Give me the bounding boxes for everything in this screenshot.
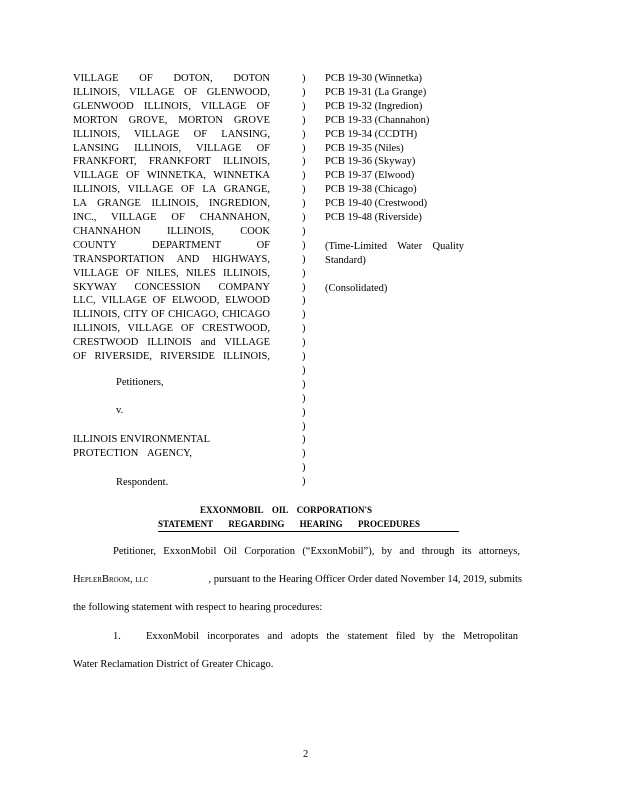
caption-party-line: COUNTY DEPARTMENT OF (73, 239, 270, 251)
caption-party-line: CHANNAHON ILLINOIS, COOK (73, 225, 270, 237)
caption-party-line: TRANSPORTATION AND HIGHWAYS, (73, 253, 270, 265)
caption-parenthesis: ) (302, 420, 306, 432)
proceeding-type-note: (Time-Limited Water Quality (325, 241, 464, 252)
caption-parenthesis: ) (302, 212, 306, 223)
caption-parenthesis: ) (302, 142, 306, 154)
caption-party-line: MORTON GROVE, MORTON GROVE (73, 114, 270, 126)
caption-party-line: LLC, VILLAGE OF ELWOOD, ELWOOD (73, 295, 270, 307)
docket-number: PCB 19-40 (Crestwood) (325, 198, 428, 210)
caption-parenthesis: ) (302, 114, 306, 126)
caption-parenthesis: ) (302, 100, 306, 112)
caption-parenthesis: ) (302, 392, 306, 404)
caption-parenthesis: ) (302, 73, 306, 84)
numbered-item-text-line2: Water Reclamation District of Greater Chicago. (73, 659, 274, 670)
caption-party-line: SKYWAY CONCESSION COMPANY (73, 281, 270, 293)
caption-parenthesis: ) (302, 351, 306, 362)
caption-parenthesis: ) (302, 225, 306, 237)
docket-number: PCB 19-30 (Winnetka) (325, 73, 422, 84)
docket-number: PCB 19-32 (Ingredion) (325, 100, 423, 112)
caption-parenthesis: ) (302, 448, 306, 460)
caption-parenthesis: ) (302, 476, 306, 488)
caption-party-line: VILLAGE OF DOTON, DOTON (73, 73, 270, 84)
document-title-line2: STATEMENT REGARDING HEARING PROCEDURES (158, 519, 420, 529)
versus-label: v. (116, 405, 124, 416)
docket-number: PCB 19-35 (Niles) (325, 142, 404, 154)
intro-paragraph-line1: Petitioner, ExxonMobil Oil Corporation (“ExxonMobil”), by and through its attorneys, (113, 546, 520, 557)
numbered-item-text-line1: ExxonMobil incorporates and adopts the statement filed by the Metropolitan (146, 631, 518, 642)
caption-party-line: OF RIVERSIDE, RIVERSIDE ILLINOIS, (73, 351, 270, 362)
caption-parenthesis: ) (302, 170, 306, 182)
caption-parenthesis: ) (302, 184, 306, 196)
respondent-label: Respondent. (116, 477, 169, 488)
caption-parenthesis: ) (302, 364, 306, 376)
respondent-line: PROTECTION AGENCY, (73, 448, 192, 459)
proceeding-type-note-cont: Standard) (325, 255, 366, 266)
caption-parenthesis: ) (302, 462, 306, 474)
caption-parenthesis: ) (302, 281, 306, 293)
title-underline (158, 531, 459, 532)
caption-party-line: ILLINOIS, VILLAGE OF CRESTWOOD, (73, 323, 270, 335)
caption-parenthesis: ) (302, 239, 306, 251)
caption-parenthesis: ) (302, 434, 306, 446)
caption-party-line: CRESTWOOD ILLINOIS and VILLAGE (73, 337, 270, 349)
caption-party-line: LA GRANGE ILLINOIS, INGREDION, (73, 198, 270, 210)
caption-parenthesis: ) (302, 337, 306, 349)
caption-party-line: ILLINOIS, CITY OF CHICAGO, CHICAGO (73, 309, 270, 321)
law-firm-suffix: , llc (129, 574, 149, 585)
docket-number: PCB 19-37 (Elwood) (325, 170, 415, 182)
caption-party-line: ILLINOIS, VILLAGE OF GLENWOOD, (73, 86, 270, 98)
consolidated-note: (Consolidated) (325, 283, 388, 294)
docket-number: PCB 19-34 (CCDTH) (325, 128, 418, 140)
caption-party-line: VILLAGE OF NILES, NILES ILLINOIS, (73, 267, 270, 279)
numbered-item-number: 1. (113, 631, 121, 642)
caption-parenthesis: ) (302, 198, 306, 210)
intro-paragraph-line2-text: , pursuant to the Hearing Officer Order dated November 14, 2019, submits (208, 574, 522, 585)
caption-parenthesis: ) (302, 128, 306, 140)
caption-party-line: LANSING ILLINOIS, VILLAGE OF (73, 142, 270, 154)
caption-parenthesis: ) (302, 86, 306, 98)
caption-party-line: GLENWOOD ILLINOIS, VILLAGE OF (73, 100, 270, 112)
caption-party-line: ILLINOIS, VILLAGE OF LA GRANGE, (73, 184, 270, 196)
intro-paragraph-line2 (73, 574, 522, 585)
respondent-line: ILLINOIS ENVIRONMENTAL (73, 434, 211, 445)
intro-paragraph-line3: the following statement with respect to hearing procedures: (73, 602, 323, 613)
caption-party-line: ILLINOIS, VILLAGE OF LANSING, (73, 128, 270, 140)
caption-parenthesis: ) (302, 156, 306, 168)
docket-number: PCB 19-48 (Riverside) (325, 212, 422, 223)
caption-parenthesis: ) (302, 323, 306, 335)
petitioners-label: Petitioners, (116, 377, 164, 388)
caption-party-line: VILLAGE OF WINNETKA, WINNETKA (73, 170, 270, 182)
caption-parenthesis: ) (302, 267, 306, 279)
document-title-line1: EXXONMOBIL OIL CORPORATION'S (200, 505, 372, 515)
docket-number: PCB 19-33 (Channahon) (325, 114, 430, 126)
caption-party-line: INC., VILLAGE OF CHANNAHON, (73, 212, 270, 223)
caption-parenthesis: ) (302, 309, 306, 321)
caption-parenthesis: ) (302, 406, 306, 418)
caption-parenthesis: ) (302, 253, 306, 265)
caption-parenthesis: ) (302, 295, 306, 307)
docket-number: PCB 19-31 (La Grange) (325, 86, 427, 98)
caption-party-line: FRANKFORT, FRANKFORT ILLINOIS, (73, 156, 270, 168)
caption-parenthesis: ) (302, 378, 306, 390)
docket-number: PCB 19-36 (Skyway) (325, 156, 416, 168)
law-firm-name: HeplerBroom (73, 574, 130, 585)
page-number: 2 (303, 749, 309, 760)
docket-number: PCB 19-38 (Chicago) (325, 184, 417, 196)
